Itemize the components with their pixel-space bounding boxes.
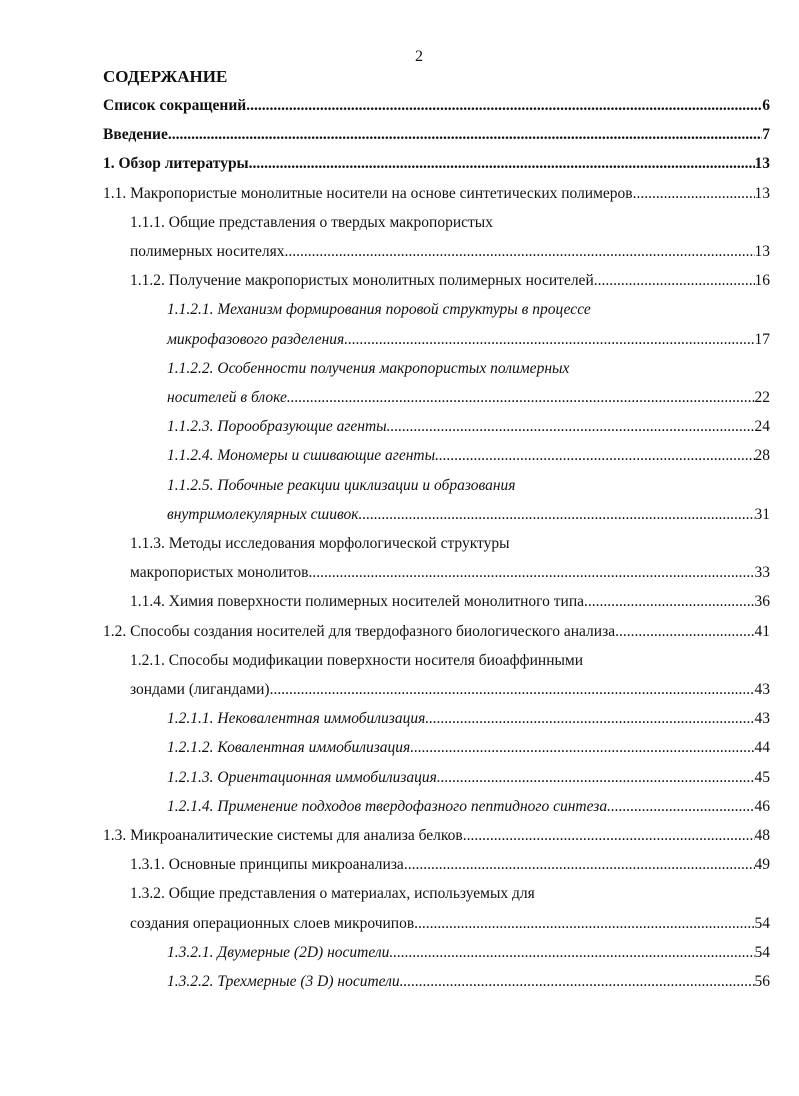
toc-entry-page: 45 — [754, 768, 770, 786]
toc-entry-page: 56 — [754, 973, 770, 990]
toc-entry-page: 41 — [754, 622, 770, 640]
toc-entry-title: 1.1.2.4. Мономеры и сшивающие агенты — [167, 447, 436, 465]
toc-entry-title: создания операционных слоев микрочипов — [130, 914, 415, 932]
toc-entry-page: 17 — [754, 330, 770, 348]
toc-entry-title: зондами (лигандами) — [130, 681, 270, 698]
toc-entry-title: носителей в блоке — [167, 389, 287, 406]
toc-entry-title: 1.3.1. Основные принципы микроанализа — [130, 856, 404, 874]
toc-entry-title: 1.3.2.2. Трехмерные (3 D) носители — [167, 973, 400, 990]
toc-heading: СОДЕРЖАНИЕ — [103, 67, 228, 86]
dot-leader — [287, 389, 755, 407]
toc-entry[interactable] — [103, 97, 770, 119]
toc-entry-title: Введение — [103, 126, 168, 144]
dot-leader — [594, 272, 755, 290]
toc-entry-title: макропористых монолитов — [130, 564, 309, 582]
toc-entry-title: внутримолекулярных сшивок — [167, 505, 359, 523]
toc-entry-page: 13 — [754, 184, 770, 202]
dot-leader — [270, 681, 755, 699]
dot-leader — [633, 185, 755, 203]
toc-entry-title: 1.3.2.1. Двумерные (2D) носители — [167, 943, 390, 961]
toc-entry-title: 1.1.2.2. Особенности получения макропористых полимерных — [167, 359, 570, 377]
toc-entry-title: 1.3.2. Общие представления о материалах, используемых для — [130, 885, 535, 903]
toc-entry-title: 1.1.4. Химия поверхности полимерных носителей монолитного типа — [130, 593, 585, 611]
toc-entry-title: микрофазового разделения — [167, 330, 345, 348]
dot-leader — [246, 97, 762, 115]
toc-entry-page: 7 — [762, 126, 770, 144]
toc-entry-title: 1.1. Макропористые монолитные носители на основе синтетических полимеров — [103, 184, 633, 202]
toc-entry-page: 13 — [754, 243, 770, 260]
toc-entry[interactable] — [167, 506, 770, 528]
toc-entry[interactable] — [130, 885, 770, 907]
toc-entry-title: 1.2. Способы создания носителей для твердофазного биологического анализа — [103, 622, 616, 640]
toc-entry-title: 1.1.2.3. Порообразующие агенты — [167, 418, 387, 436]
toc-entry-page: 43 — [754, 710, 770, 728]
toc-entry-page: 48 — [754, 827, 770, 844]
toc-entry-page: 24 — [754, 418, 770, 436]
toc-entry-page: 36 — [754, 593, 770, 611]
toc-entry-page: 43 — [754, 681, 770, 698]
dot-leader — [435, 447, 754, 465]
toc-entry[interactable] — [167, 739, 770, 761]
toc-entry[interactable] — [130, 593, 770, 615]
toc-entry[interactable] — [103, 155, 770, 177]
toc-entry[interactable] — [167, 301, 770, 323]
toc-entry[interactable] — [130, 243, 770, 265]
dot-leader — [285, 243, 755, 261]
toc-entry[interactable] — [167, 447, 770, 469]
toc-entry-title: 1.1.2.1. Механизм формирования поровой структуры в процессе — [167, 301, 591, 319]
toc-entry-page: 46 — [754, 797, 770, 815]
dot-leader — [410, 739, 754, 757]
toc-entry[interactable] — [130, 535, 770, 557]
toc-entry-title: 1.1.3. Методы исследования морфологической структуры — [130, 535, 510, 552]
toc-entry[interactable] — [167, 418, 770, 440]
dot-leader — [344, 331, 754, 349]
toc-entry[interactable] — [167, 331, 770, 353]
toc-entry[interactable] — [103, 623, 770, 645]
toc-entry-page: 13 — [754, 155, 770, 173]
toc-entry[interactable] — [167, 944, 770, 966]
dot-leader — [359, 506, 755, 524]
toc-entry-page: 16 — [754, 272, 770, 290]
toc-entry-page: 54 — [754, 943, 770, 961]
toc-entry-page: 6 — [762, 97, 770, 114]
toc-entry-page: 44 — [754, 739, 770, 757]
toc-entry[interactable] — [167, 477, 770, 499]
dot-leader — [584, 593, 754, 611]
toc-entry[interactable] — [130, 272, 770, 294]
toc-entry-title: 1.2.1.2. Ковалентная иммобилизация — [167, 739, 411, 757]
toc-entry-title: полимерных носителях — [130, 243, 285, 260]
dot-leader — [437, 769, 755, 787]
dot-leader — [615, 623, 754, 641]
toc-entry[interactable] — [130, 856, 770, 878]
toc-entry-title: 1.1.1. Общие представления о твердых макропористых — [130, 213, 493, 231]
toc-entry[interactable] — [130, 652, 770, 674]
toc-entry[interactable] — [167, 389, 770, 411]
toc-entry-title: 1.3. Микроаналитические системы для анализа белков — [103, 827, 463, 844]
toc-entry-title: 1. Обзор литературы — [103, 155, 249, 173]
toc-entry-title: 1.2.1.4. Применение подходов твердофазного пептидного синтеза — [167, 797, 608, 815]
toc-entry-page: 31 — [754, 505, 770, 523]
dot-leader — [463, 827, 755, 845]
dot-leader — [607, 798, 754, 816]
dot-leader — [425, 710, 754, 728]
toc-entry[interactable] — [167, 769, 770, 791]
toc-entry-title: 1.2.1. Способы модификации поверхности носителя биоаффинными — [130, 651, 584, 669]
dot-leader — [400, 973, 755, 991]
toc-entry-title: 1.2.1.3. Ориентационная иммобилизация — [167, 768, 437, 786]
toc-entry[interactable] — [130, 214, 770, 236]
dot-leader — [249, 155, 755, 173]
toc-entry[interactable] — [130, 681, 770, 703]
toc-entry-title: Список сокращений — [103, 97, 247, 114]
toc-entry[interactable] — [130, 564, 770, 586]
dot-leader — [168, 126, 762, 144]
dot-leader — [414, 915, 754, 933]
toc-entry[interactable] — [103, 126, 770, 148]
dot-leader — [404, 856, 755, 874]
dot-leader — [387, 418, 755, 436]
toc-entry-page: 49 — [754, 856, 770, 874]
toc-entry-page: 22 — [754, 389, 770, 406]
toc-entry-title: 1.1.2. Получение макропористых монолитных полимерных носителей — [130, 272, 594, 290]
toc-entry-page: 54 — [754, 914, 770, 932]
toc-entry[interactable] — [167, 798, 770, 820]
dot-leader — [389, 944, 754, 962]
toc-entry[interactable] — [103, 827, 770, 849]
toc-entry[interactable] — [167, 710, 770, 732]
toc-entry[interactable] — [167, 360, 770, 382]
toc-entry-page: 33 — [754, 564, 770, 582]
toc-entry-title: 1.2.1.1. Нековалентная иммобилизация — [167, 710, 426, 728]
toc-entry-title: 1.1.2.5. Побочные реакции циклизации и образования — [167, 476, 516, 494]
toc-entry[interactable] — [130, 915, 770, 937]
toc-entry-page: 28 — [754, 447, 770, 465]
dot-leader — [308, 564, 754, 582]
toc-entry[interactable] — [103, 185, 770, 207]
page-number: 2 — [415, 48, 423, 65]
toc-entry[interactable] — [167, 973, 770, 995]
